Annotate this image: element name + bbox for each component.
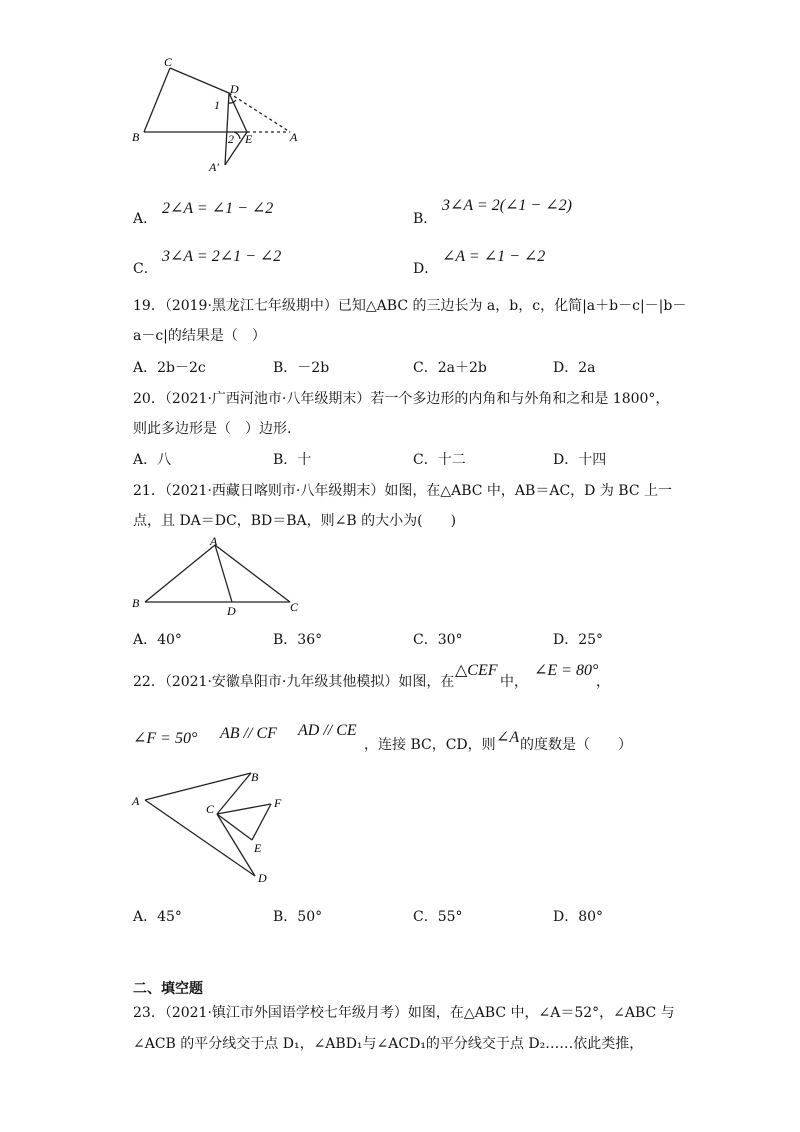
q21-option-d: D．25° [553, 632, 604, 648]
q20-option-c: C．十二 [413, 452, 466, 468]
fig18-label-aprime: A′ [209, 160, 219, 174]
q22-angle-a: ∠A [496, 729, 520, 746]
q22-ab-parallel: AB // CF [220, 725, 277, 742]
q21-stem-line2: 点，且 DA＝DC，BD＝BA，则∠B 的大小为( ) [133, 513, 457, 529]
q18-figure [130, 55, 310, 180]
q19-stem-line2: a－c|的结果是（ ） [133, 328, 266, 344]
fig18-label-a: A [290, 130, 298, 144]
fig21-label-b: B [132, 596, 140, 610]
q21-option-b: B．36° [273, 632, 323, 648]
q22-option-c: C．55° [413, 909, 463, 925]
q19-option-b: B．－2b [273, 360, 330, 376]
q22-option-d: D．80° [553, 909, 604, 925]
q19-option-a: A．2b－2c [133, 360, 206, 376]
q23-stem-line2: ∠ACB 的平分线交于点 D₁，∠ABD₁与∠ACD₁的平分线交于点 D₂……依此类推， [133, 1036, 644, 1052]
fig21-label-c: C [290, 600, 299, 614]
q21-option-a: A．40° [133, 632, 182, 648]
fig22-label-a: A [132, 794, 140, 808]
q22-ad-parallel: AD // CE [298, 722, 357, 739]
fig18-label-2: 2 [228, 132, 234, 146]
q22-figure [130, 765, 300, 890]
q22-comma: ， [596, 674, 610, 690]
q22-option-b: B．50° [273, 909, 323, 925]
q20-stem-line1: 20．（2021·广西河池市·八年级期末）若一个多边形的内角和与外角和之和是 1800°， [133, 391, 670, 407]
fig21-label-a: A [210, 535, 218, 548]
q22-stem-connect: ，连接 BC，CD，则 [364, 737, 496, 753]
q19-stem-line1: 19．（2019·黑龙江七年级期中）已知△ABC 的三边长为 a，b，c，化简|a＋b－c|－|b－ [133, 298, 687, 314]
q18-option-b-letter: B． [413, 211, 438, 227]
fig21-label-d: D [227, 604, 236, 618]
fig22-label-c: C [206, 802, 215, 816]
fig18-label-d: D [230, 82, 239, 96]
fig22-label-d: D [258, 871, 267, 885]
q22-triangle-cef: △CEF [455, 662, 498, 679]
q20-stem-line2: 则此多边形是（ ）边形. [133, 421, 292, 437]
q18-option-a-letter: A． [133, 211, 158, 227]
q21-option-c: C．30° [413, 632, 463, 648]
fig22-label-f: F [274, 796, 282, 810]
q21-stem-line1: 21．（2021·西藏日喀则市·八年级期末）如图，在△ABC 中，AB＝AC，D 为 BC 上一 [133, 483, 672, 499]
q20-option-d: D．十四 [553, 452, 607, 468]
q22-angle-f: ∠F = 50° [133, 730, 198, 747]
fig22-label-e: E [254, 841, 262, 855]
fig22-label-b: B [251, 770, 259, 784]
q18-option-c-letter: C． [133, 261, 158, 277]
q18-option-d-expr: ∠A = ∠1 − ∠2 [442, 248, 546, 265]
fig18-label-e: E [245, 132, 253, 146]
q19-option-d: D．2a [553, 360, 596, 376]
q18-option-a-expr: 2∠A = ∠1 − ∠2 [162, 200, 274, 217]
q20-option-b: B．十 [273, 452, 312, 468]
q19-option-c: C．2a＋2b [413, 360, 487, 376]
q23-stem-line1: 23．（2021·镇江市外国语学校七年级月考）如图，在△ABC 中，∠A＝52°，∠ABC 与 [133, 1005, 675, 1021]
fig18-label-c: C [164, 55, 173, 69]
q18-option-c-expr: 3∠A = 2∠1 − ∠2 [162, 248, 282, 265]
section-title-fill-in: 二、填空题 [133, 981, 203, 997]
q18-option-b-expr: 3∠A = 2(∠1 − ∠2) [442, 197, 572, 214]
fig18-label-1: 1 [214, 98, 220, 112]
q18-option-d-letter: D． [413, 261, 439, 277]
q22-angle-e: ∠E = 80° [534, 662, 599, 679]
q22-stem-prefix: 22．（2021·安徽阜阳市·九年级其他模拟）如图，在 [133, 674, 455, 690]
fig18-label-b: B [132, 130, 140, 144]
q21-figure [130, 535, 310, 620]
q22-stem-suffix: 的度数是（ ） [520, 737, 632, 753]
q22-option-a: A．45° [133, 909, 182, 925]
q22-stem-mid: 中， [500, 674, 528, 690]
q20-option-a: A．八 [133, 452, 172, 468]
